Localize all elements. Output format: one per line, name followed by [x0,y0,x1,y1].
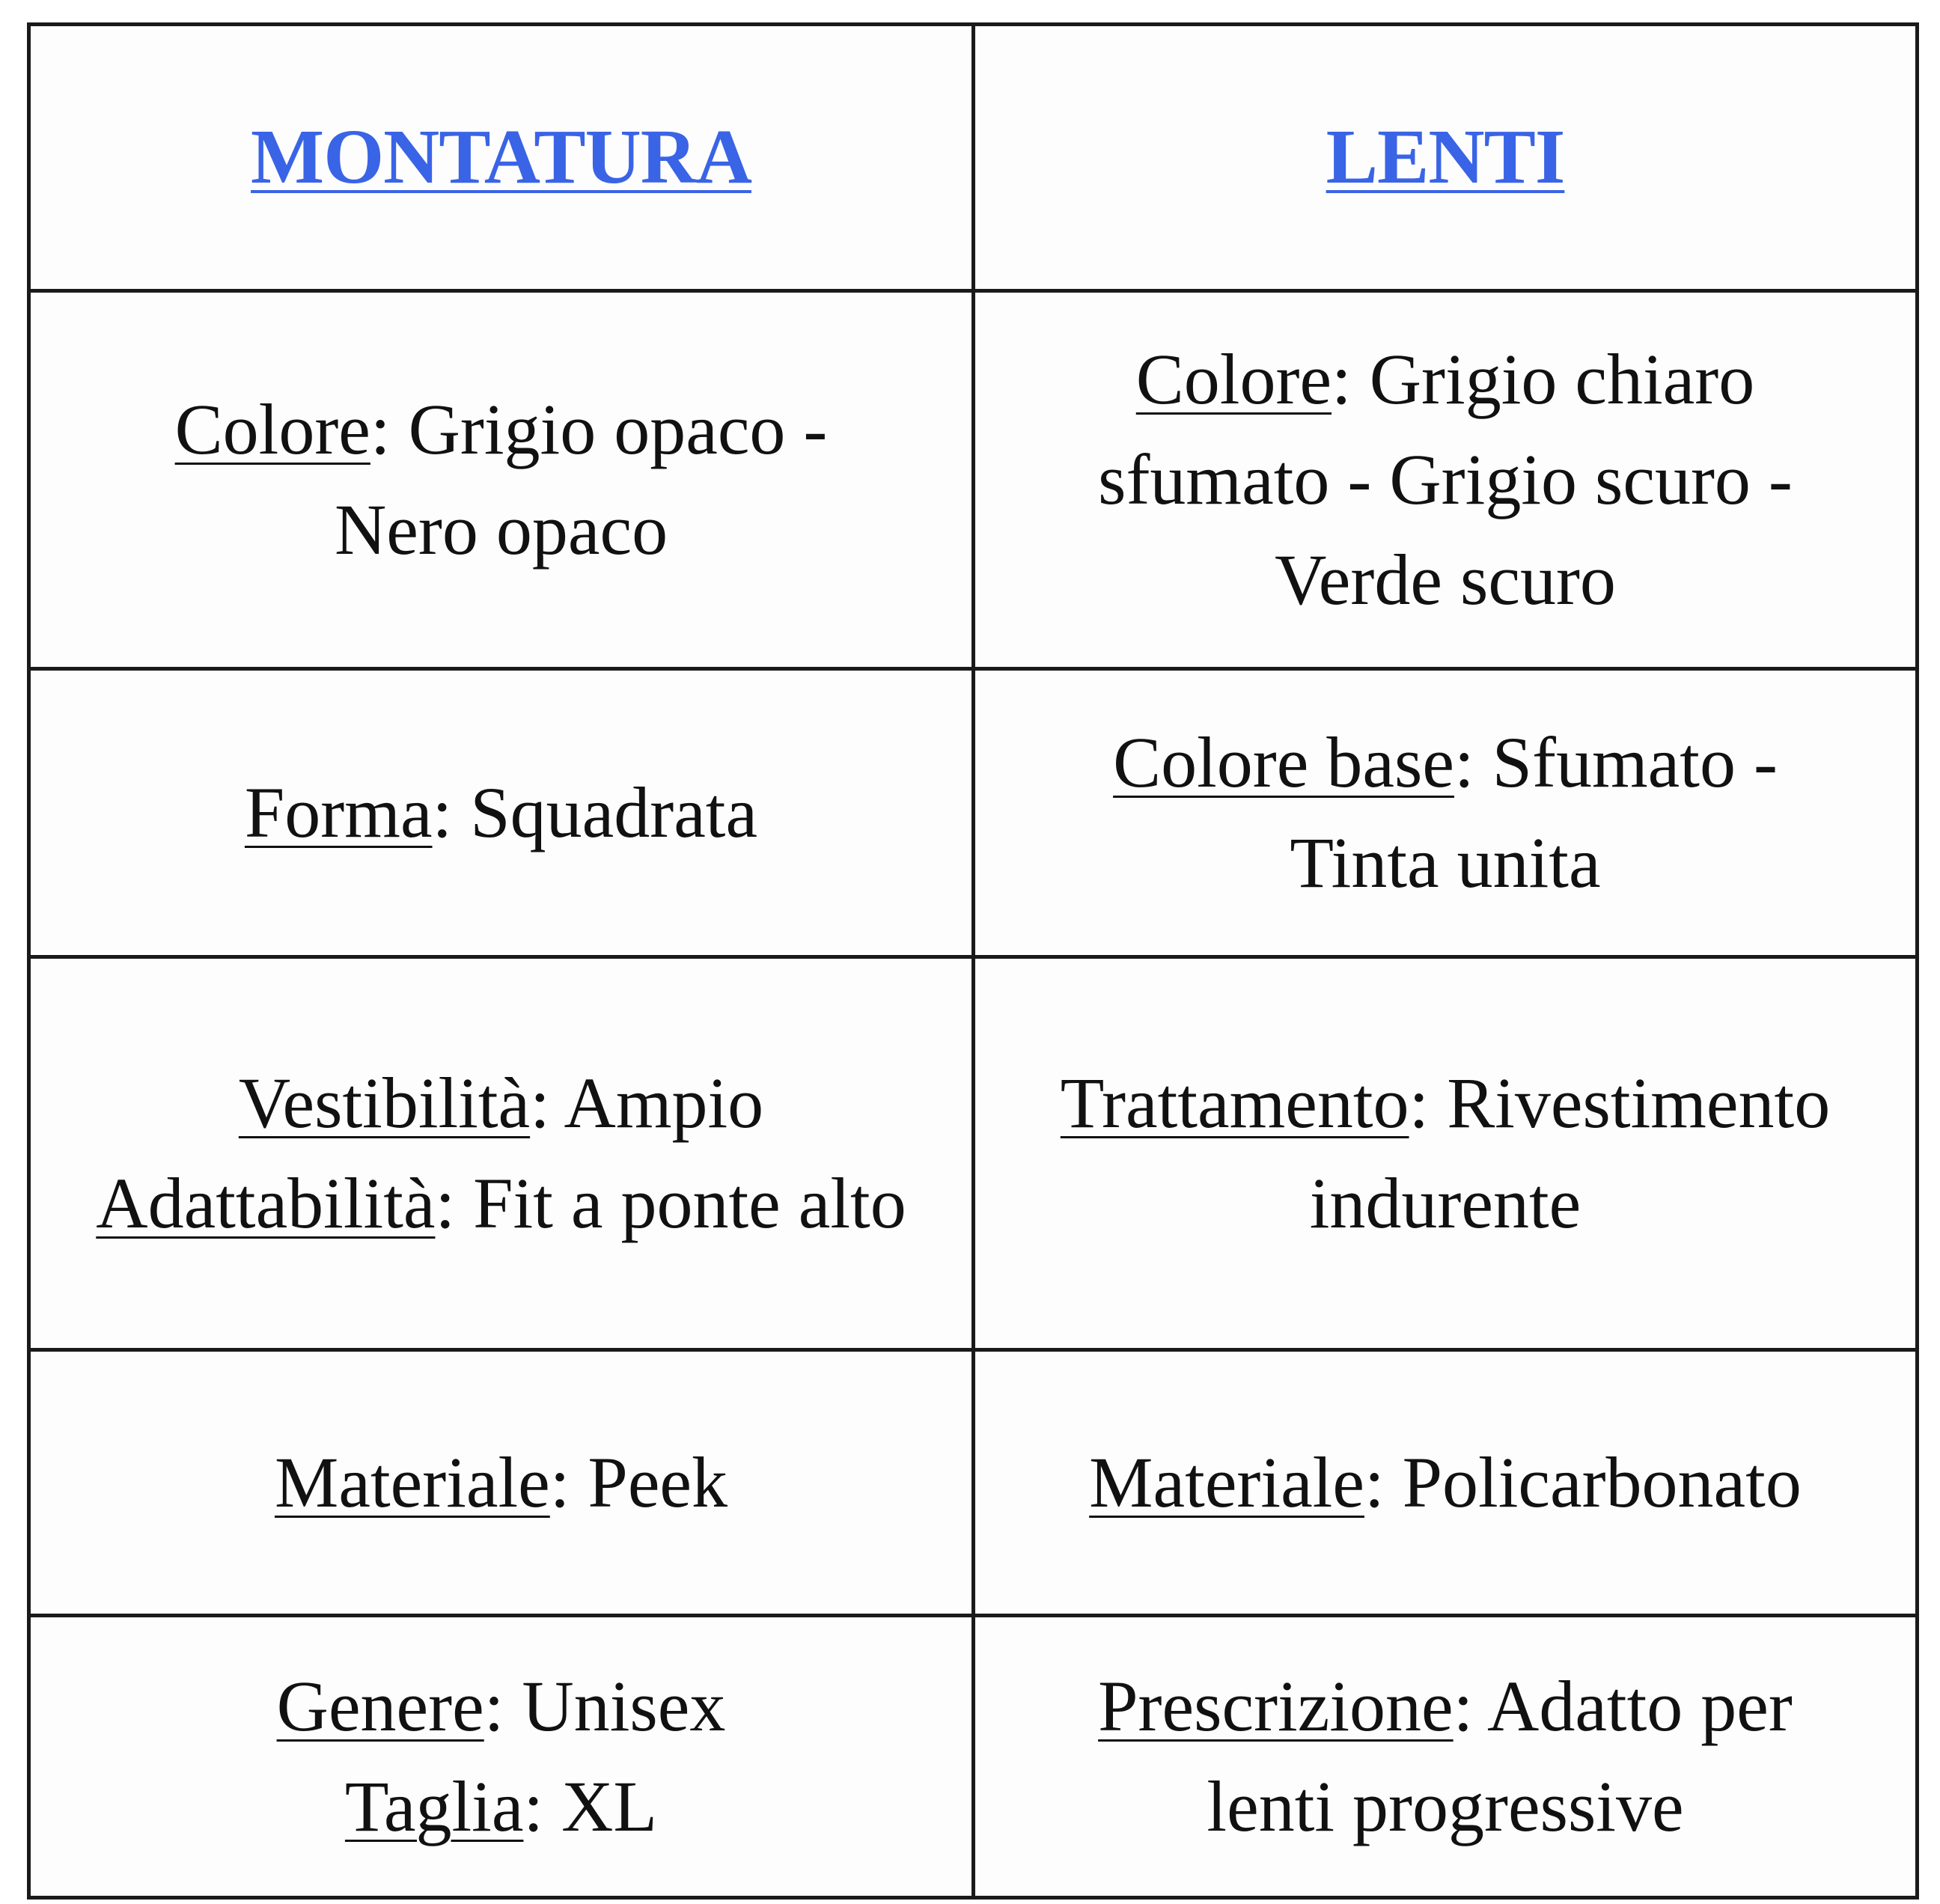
header-cell-montatura [29,25,974,291]
frame-cell: Colore: Grigio opaco - Nero opaco [29,291,974,669]
spec-key: Trattamento [1060,1063,1409,1143]
frame-cell [29,957,974,1350]
spec-key: Colore base [1113,722,1454,802]
spec-value: Peek [570,1442,728,1522]
table-row [29,669,1918,957]
table-row [29,1616,1918,1898]
lens-cell: Materiale: Policarbonato [974,1350,1918,1616]
header-cell-lenti [974,25,1918,291]
spec-key: Adattabilità [96,1163,436,1243]
spec-line: Adattabilità: Fit a ponte alto [96,1163,906,1243]
spec-key: Colore [174,389,370,469]
frame-lens-spec-table [27,22,1919,1900]
spec-key: Materiale [274,1442,550,1522]
spec-line: Genere: Unisex [276,1666,726,1746]
spec-key: Materiale [1089,1442,1364,1522]
header-montatura: MONTATURA [251,113,751,200]
spec-key: Taglia [344,1766,524,1846]
spec-key: Colore [1135,339,1332,419]
spec-value: Adatto per lenti progressive [1207,1666,1793,1846]
spec-value: Ampio [549,1063,764,1143]
frame-cell: Forma: Squadrata [29,669,974,957]
spec-key: Prescrizione [1098,1666,1454,1746]
spec-value: Fit a ponte alto [455,1163,906,1243]
header-lenti: LENTI [1326,113,1565,200]
spec-value: Rivestimento indurente [1309,1063,1831,1243]
table-row [29,291,1918,669]
spec-value: Grigio opaco - Nero opaco [334,389,828,570]
spec-value: XL [543,1766,658,1846]
spec-value: Policarbonato [1384,1442,1802,1522]
table-header-row [29,25,1918,291]
lens-cell: Prescrizione: Adatto per lenti progressive [974,1616,1918,1898]
frame-cell [29,1616,974,1898]
lens-cell: Trattamento: Rivestimento indurente [974,957,1918,1350]
spec-value: Grigio chiaro sfumato - Grigio scuro - Verde scuro [1098,339,1793,620]
frame-cell: Materiale: Peek [29,1350,974,1616]
table-row [29,957,1918,1350]
spec-key: Genere [276,1666,484,1746]
lens-cell: Colore base: Sfumato - Tinta unita [974,669,1918,957]
spec-line: Vestibilità: Ampio [238,1063,764,1143]
spec-value: Sfumato - Tinta unita [1290,722,1778,903]
table-row [29,1350,1918,1616]
lens-cell: Colore: Grigio chiaro sfumato - Grigio scuro - Verde scuro [974,291,1918,669]
spec-value: Squadrata [452,772,758,852]
spec-key: Forma [244,772,433,852]
spec-line: Taglia: XL [344,1766,658,1846]
spec-value: Unisex [504,1666,726,1746]
spec-key: Vestibilità [238,1063,531,1143]
